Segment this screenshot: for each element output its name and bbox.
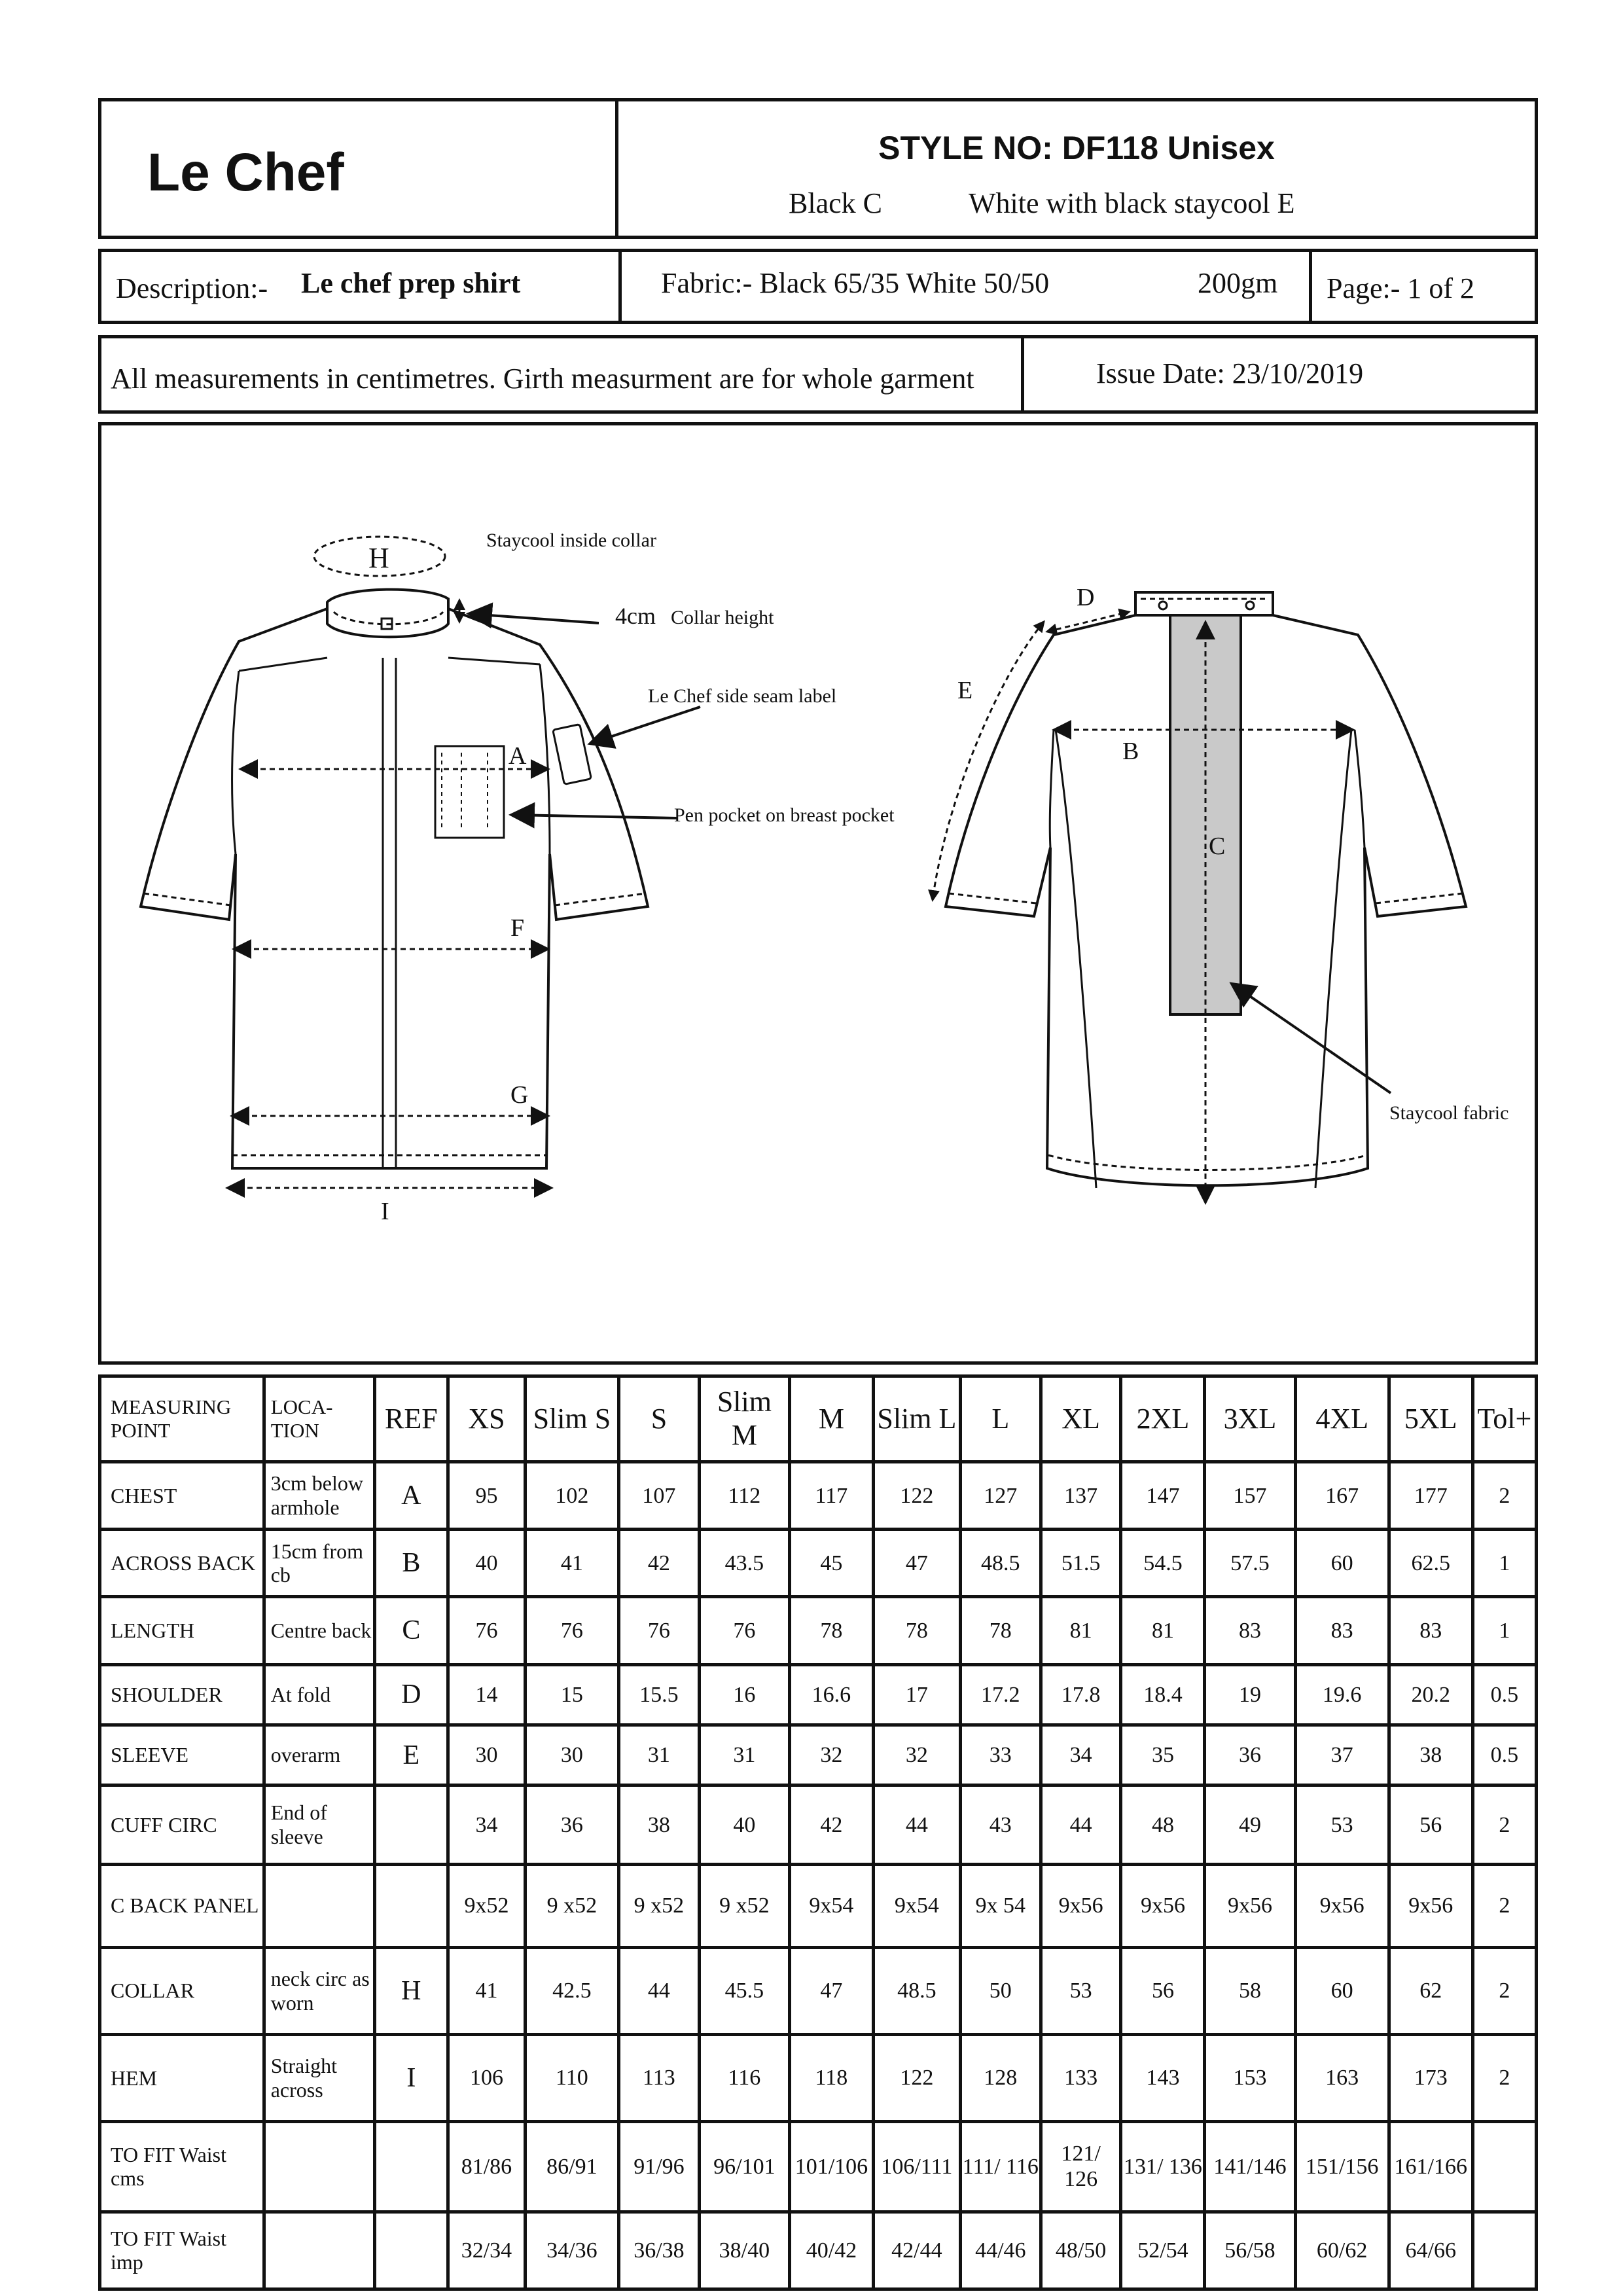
measuring-point: HEM xyxy=(100,2034,264,2121)
size-value: 34 xyxy=(448,1785,526,1864)
size-value: 9 x52 xyxy=(525,1864,618,1947)
size-value: 40 xyxy=(699,1785,789,1864)
fabric-box xyxy=(618,249,1312,324)
location xyxy=(264,1864,374,1947)
size-value: 60 xyxy=(1295,1530,1389,1597)
label-staycool-fabric: Staycool fabric xyxy=(1389,1102,1509,1124)
size-value: 78 xyxy=(789,1597,873,1664)
size-value: 35 xyxy=(1121,1725,1205,1785)
size-value: 83 xyxy=(1389,1597,1472,1664)
page-number: Page:- 1 of 2 xyxy=(1327,272,1475,304)
location xyxy=(264,2212,374,2289)
back-collar xyxy=(1135,592,1273,615)
table-row xyxy=(100,1864,1537,1947)
size-value: 16.6 xyxy=(789,1664,873,1725)
column-header: L xyxy=(960,1376,1041,1462)
size-value: 37 xyxy=(1295,1725,1389,1785)
size-value: 161/166 xyxy=(1389,2122,1472,2212)
table-row xyxy=(100,1530,1537,1597)
measuring-point: LENGTH xyxy=(100,1597,264,1664)
table-row xyxy=(100,2034,1537,2121)
colour-option-white: White with black staycool E xyxy=(969,187,1295,219)
ref-letter: E xyxy=(374,1725,448,1785)
ref-letter xyxy=(374,1864,448,1947)
size-value: 91/96 xyxy=(619,2122,700,2212)
size-value: 110 xyxy=(525,2034,618,2121)
size-value: 113 xyxy=(619,2034,700,2121)
size-value: 102 xyxy=(525,1462,618,1530)
ref-letter: H xyxy=(374,1947,448,2034)
size-value: 31 xyxy=(699,1725,789,1785)
column-header: Slim L xyxy=(873,1376,960,1462)
ref-letter xyxy=(374,2212,448,2289)
size-value: 131/ 136 xyxy=(1121,2122,1205,2212)
location: overarm xyxy=(264,1725,374,1785)
size-value: 9x54 xyxy=(873,1864,960,1947)
measuring-point: TO FIT Waist imp xyxy=(100,2212,264,2289)
size-value: 122 xyxy=(873,2034,960,2121)
size-value: 38 xyxy=(1389,1725,1472,1785)
size-value: 33 xyxy=(960,1725,1041,1785)
size-value: 64/66 xyxy=(1389,2212,1472,2289)
size-value: 157 xyxy=(1205,1462,1295,1530)
size-spec-table xyxy=(98,1374,1538,2291)
measuring-point: TO FIT Waist cms xyxy=(100,2122,264,2212)
size-value: 48 xyxy=(1121,1785,1205,1864)
size-value: 9x52 xyxy=(448,1864,526,1947)
size-value: 81 xyxy=(1121,1597,1205,1664)
size-value: 76 xyxy=(525,1597,618,1664)
size-value: 34/36 xyxy=(525,2212,618,2289)
size-value: 48/50 xyxy=(1041,2212,1121,2289)
size-value: 36 xyxy=(525,1785,618,1864)
size-value: 127 xyxy=(960,1462,1041,1530)
issue-date: Issue Date: 23/10/2019 xyxy=(1096,357,1364,389)
column-header: M xyxy=(789,1376,873,1462)
size-value: 45.5 xyxy=(699,1947,789,2034)
column-header: 4XL xyxy=(1295,1376,1389,1462)
tolerance xyxy=(1472,2122,1536,2212)
size-value: 9x56 xyxy=(1121,1864,1205,1947)
size-value: 42 xyxy=(789,1785,873,1864)
size-value: 56/58 xyxy=(1205,2212,1295,2289)
measuring-point: CHEST xyxy=(100,1462,264,1530)
measuring-point: C BACK PANEL xyxy=(100,1864,264,1947)
size-value: 60/62 xyxy=(1295,2212,1389,2289)
size-value: 96/101 xyxy=(699,2122,789,2212)
size-value: 14 xyxy=(448,1664,526,1725)
ref-letter: A xyxy=(374,1462,448,1530)
size-value: 9 x52 xyxy=(619,1864,700,1947)
shirt-sketch xyxy=(101,425,1535,1361)
size-value: 9x 54 xyxy=(960,1864,1041,1947)
size-value: 106 xyxy=(448,2034,526,2121)
ref-letter: I xyxy=(374,2034,448,2121)
size-value: 45 xyxy=(789,1530,873,1597)
size-value: 48.5 xyxy=(960,1530,1041,1597)
label-side-seam: Le Chef side seam label xyxy=(648,685,837,707)
back-view xyxy=(933,592,1466,1201)
size-value: 38/40 xyxy=(699,2212,789,2289)
table-row xyxy=(100,1785,1537,1864)
size-value: 121/ 126 xyxy=(1041,2122,1121,2212)
front-body xyxy=(141,609,648,1168)
size-value: 116 xyxy=(699,2034,789,2121)
label-g: G xyxy=(510,1081,529,1109)
label-h: H xyxy=(368,542,389,574)
label-collar-height-value: 4cm xyxy=(615,603,656,629)
size-value: 122 xyxy=(873,1462,960,1530)
size-value: 54.5 xyxy=(1121,1530,1205,1597)
size-value: 133 xyxy=(1041,2034,1121,2121)
tolerance: 0.5 xyxy=(1472,1664,1536,1725)
size-value: 41 xyxy=(525,1530,618,1597)
size-value: 173 xyxy=(1389,2034,1472,2121)
column-header: 3XL xyxy=(1205,1376,1295,1462)
size-value: 32/34 xyxy=(448,2212,526,2289)
size-value: 81/86 xyxy=(448,2122,526,2212)
size-value: 42/44 xyxy=(873,2212,960,2289)
size-value: 20.2 xyxy=(1389,1664,1472,1725)
size-value: 56 xyxy=(1121,1947,1205,2034)
tolerance: 2 xyxy=(1472,2034,1536,2121)
table-row xyxy=(100,2122,1537,2212)
column-header: XS xyxy=(448,1376,526,1462)
location xyxy=(264,2122,374,2212)
page-box xyxy=(1309,249,1538,324)
size-value: 111/ 116 xyxy=(960,2122,1041,2212)
tolerance: 0.5 xyxy=(1472,1725,1536,1785)
size-value: 48.5 xyxy=(873,1947,960,2034)
size-value: 15.5 xyxy=(619,1664,700,1725)
issue-date-box xyxy=(1021,335,1538,414)
ref-letter: C xyxy=(374,1597,448,1664)
size-value: 44 xyxy=(1041,1785,1121,1864)
measurement-note: All measurements in centimetres. Girth measurment are for whole garment xyxy=(111,363,974,395)
size-value: 9x54 xyxy=(789,1864,873,1947)
label-pen-pocket: Pen pocket on breast pocket xyxy=(674,804,895,826)
size-value: 34 xyxy=(1041,1725,1121,1785)
size-value: 86/91 xyxy=(525,2122,618,2212)
size-value: 118 xyxy=(789,2034,873,2121)
size-value: 147 xyxy=(1121,1462,1205,1530)
description-value: Le chef prep shirt xyxy=(301,267,521,299)
ref-letter: B xyxy=(374,1530,448,1597)
size-value: 41 xyxy=(448,1947,526,2034)
label-c: C xyxy=(1209,833,1226,860)
size-value: 17.8 xyxy=(1041,1664,1121,1725)
size-value: 163 xyxy=(1295,2034,1389,2121)
size-value: 112 xyxy=(699,1462,789,1530)
tolerance: 2 xyxy=(1472,1864,1536,1947)
size-value: 9x56 xyxy=(1205,1864,1295,1947)
size-value: 78 xyxy=(960,1597,1041,1664)
size-value: 106/111 xyxy=(873,2122,960,2212)
measuring-point: SHOULDER xyxy=(100,1664,264,1725)
size-value: 40/42 xyxy=(789,2212,873,2289)
size-value: 137 xyxy=(1041,1462,1121,1530)
size-value: 31 xyxy=(619,1725,700,1785)
measuring-point: CUFF CIRC xyxy=(100,1785,264,1864)
size-value: 18.4 xyxy=(1121,1664,1205,1725)
size-value: 76 xyxy=(619,1597,700,1664)
label-e: E xyxy=(957,677,973,704)
label-b: B xyxy=(1122,738,1139,765)
size-value: 52/54 xyxy=(1121,2212,1205,2289)
size-value: 9 x52 xyxy=(699,1864,789,1947)
size-value: 42.5 xyxy=(525,1947,618,2034)
size-value: 44/46 xyxy=(960,2212,1041,2289)
style-number: STYLE NO: DF118 Unisex xyxy=(878,130,1275,166)
size-value: 81 xyxy=(1041,1597,1121,1664)
measuring-point: SLEEVE xyxy=(100,1725,264,1785)
table-row xyxy=(100,2212,1537,2289)
size-value: 16 xyxy=(699,1664,789,1725)
size-value: 101/106 xyxy=(789,2122,873,2212)
size-value: 83 xyxy=(1205,1597,1295,1664)
size-value: 153 xyxy=(1205,2034,1295,2121)
size-value: 40 xyxy=(448,1530,526,1597)
size-value: 19.6 xyxy=(1295,1664,1389,1725)
size-value: 44 xyxy=(619,1947,700,2034)
table-row xyxy=(100,1725,1537,1785)
size-value: 151/156 xyxy=(1295,2122,1389,2212)
size-value: 167 xyxy=(1295,1462,1389,1530)
size-value: 83 xyxy=(1295,1597,1389,1664)
label-collar-height: Collar height xyxy=(671,607,774,628)
size-value: 143 xyxy=(1121,2034,1205,2121)
measuring-point: COLLAR xyxy=(100,1947,264,2034)
table-row xyxy=(100,1947,1537,2034)
description-label: Description:- xyxy=(116,272,268,304)
size-value: 95 xyxy=(448,1462,526,1530)
location: At fold xyxy=(264,1664,374,1725)
location: Straight across xyxy=(264,2034,374,2121)
size-value: 17 xyxy=(873,1664,960,1725)
size-value: 32 xyxy=(789,1725,873,1785)
size-value: 62.5 xyxy=(1389,1530,1472,1597)
column-header: XL xyxy=(1041,1376,1121,1462)
measuring-point: ACROSS BACK xyxy=(100,1530,264,1597)
size-value: 44 xyxy=(873,1785,960,1864)
size-value: 56 xyxy=(1389,1785,1472,1864)
column-header: LOCA-TION xyxy=(264,1376,374,1462)
tolerance: 2 xyxy=(1472,1462,1536,1530)
label-f: F xyxy=(510,914,525,942)
column-header: REF xyxy=(374,1376,448,1462)
size-value: 128 xyxy=(960,2034,1041,2121)
size-value: 47 xyxy=(873,1530,960,1597)
size-value: 51.5 xyxy=(1041,1530,1121,1597)
size-value: 76 xyxy=(699,1597,789,1664)
fabric-text: Fabric:- Black 65/35 White 50/50 xyxy=(661,267,1050,299)
size-value: 43.5 xyxy=(699,1530,789,1597)
size-value: 43 xyxy=(960,1785,1041,1864)
size-value: 58 xyxy=(1205,1947,1295,2034)
size-value: 50 xyxy=(960,1947,1041,2034)
ref-letter xyxy=(374,1785,448,1864)
table-row xyxy=(100,1597,1537,1664)
size-value: 57.5 xyxy=(1205,1530,1295,1597)
ref-letter: D xyxy=(374,1664,448,1725)
tolerance: 1 xyxy=(1472,1597,1536,1664)
size-value: 30 xyxy=(525,1725,618,1785)
size-value: 49 xyxy=(1205,1785,1295,1864)
column-header: Slim M xyxy=(699,1376,789,1462)
table-header-row xyxy=(100,1376,1537,1462)
location: 15cm from cb xyxy=(264,1530,374,1597)
column-header: MEASURING POINT xyxy=(100,1376,264,1462)
size-value: 141/146 xyxy=(1205,2122,1295,2212)
front-view xyxy=(141,537,700,1188)
size-value: 177 xyxy=(1389,1462,1472,1530)
column-header: Tol+ xyxy=(1472,1376,1536,1462)
tolerance: 2 xyxy=(1472,1947,1536,2034)
technical-drawing xyxy=(98,422,1538,1365)
size-value: 15 xyxy=(525,1664,618,1725)
measurement-note-box xyxy=(98,335,1024,414)
size-value: 32 xyxy=(873,1725,960,1785)
table-row xyxy=(100,1462,1537,1530)
size-value: 76 xyxy=(448,1597,526,1664)
fabric-weight: 200gm xyxy=(1198,267,1278,299)
size-value: 38 xyxy=(619,1785,700,1864)
ref-letter xyxy=(374,2122,448,2212)
column-header: Slim S xyxy=(525,1376,618,1462)
location: neck circ as worn xyxy=(264,1947,374,2034)
size-value: 42 xyxy=(619,1530,700,1597)
tolerance xyxy=(1472,2212,1536,2289)
size-value: 53 xyxy=(1295,1785,1389,1864)
size-value: 30 xyxy=(448,1725,526,1785)
size-value: 47 xyxy=(789,1947,873,2034)
brand-box xyxy=(98,98,618,239)
size-value: 19 xyxy=(1205,1664,1295,1725)
tolerance: 2 xyxy=(1472,1785,1536,1864)
size-value: 60 xyxy=(1295,1947,1389,2034)
label-a: A xyxy=(508,742,527,770)
location: Centre back xyxy=(264,1597,374,1664)
table-row xyxy=(100,1664,1537,1725)
tolerance: 1 xyxy=(1472,1530,1536,1597)
column-header: 2XL xyxy=(1121,1376,1205,1462)
location: 3cm below armhole xyxy=(264,1462,374,1530)
location: End of sleeve xyxy=(264,1785,374,1864)
description-box xyxy=(98,249,622,324)
label-staycool-collar: Staycool inside collar xyxy=(486,529,656,551)
column-header: S xyxy=(619,1376,700,1462)
size-value: 107 xyxy=(619,1462,700,1530)
column-header: 5XL xyxy=(1389,1376,1472,1462)
brand-name: Le Chef xyxy=(147,143,344,202)
breast-pocket xyxy=(435,746,504,838)
colour-option-black: Black C xyxy=(789,187,882,219)
size-value: 9x56 xyxy=(1041,1864,1121,1947)
style-box xyxy=(615,98,1538,239)
size-value: 53 xyxy=(1041,1947,1121,2034)
side-seam-label-mark xyxy=(553,725,592,785)
label-i: I xyxy=(381,1198,389,1225)
size-value: 36/38 xyxy=(619,2212,700,2289)
size-value: 9x56 xyxy=(1295,1864,1389,1947)
size-value: 9x56 xyxy=(1389,1864,1472,1947)
label-d: D xyxy=(1077,584,1095,611)
size-value: 78 xyxy=(873,1597,960,1664)
size-value: 62 xyxy=(1389,1947,1472,2034)
size-value: 117 xyxy=(789,1462,873,1530)
size-value: 17.2 xyxy=(960,1664,1041,1725)
size-value: 36 xyxy=(1205,1725,1295,1785)
